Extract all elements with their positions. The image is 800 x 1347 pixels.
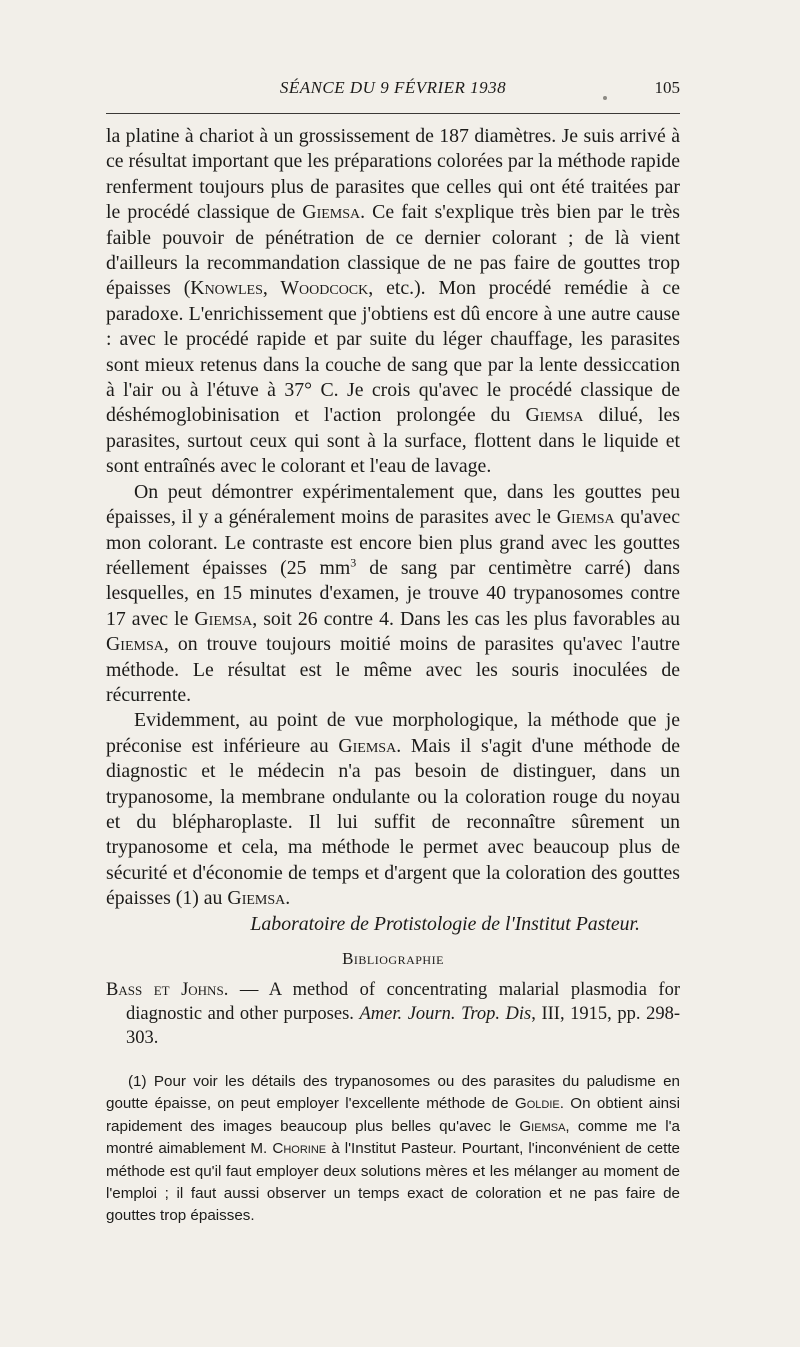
author-name: Giemsa xyxy=(338,734,397,757)
text-run: . Mais il s'agit d'une méthode de diagnostic et le médecin n'a pas besoin de distinguer, dans un trypanosome, la membrane ondulante ou la coloration rouge du noyau et du blépharoplaste. Il lui suffit de reconnaître sûrement un trypanosome et cela, ma méthode le permet avec beaucoup plus de sécurité et d'économie de temps et d'argent que la coloration des gouttes épaisses (1) au xyxy=(106,734,680,910)
author-name: Giemsa xyxy=(106,633,164,656)
author-name: Giemsa xyxy=(525,404,584,427)
bibliography-entry xyxy=(106,978,680,1050)
text-run: qu'avec mon colorant. Le contraste est encore bien plus grand avec les gouttes réellement épaisses (25 mm xyxy=(106,506,680,579)
text-run: dilué, les parasites, surtout ceux qui sont à la surface, flottent dans le liquide et sont entraînés avec le colorant et l'eau de lavage. xyxy=(106,404,680,478)
journal-name: Amer. Journ. Trop. Dis xyxy=(359,1004,532,1025)
page-number: 105 xyxy=(654,78,680,97)
text-run: . On obtient ainsi rapidement des images beaucoup plus belles qu'avec le xyxy=(106,1095,680,1135)
author-name: Chorine xyxy=(272,1140,327,1158)
author-name: Bass et Johns xyxy=(106,980,224,1001)
text-run: , comme me l'a montré aimablement M. xyxy=(106,1117,680,1158)
text-run: de sang par centimètre carré) dans lesquelles, en 15 minutes d'examen, je trouve 40 trypanosomes contre 17 avec le xyxy=(106,556,680,630)
author-name: Goldie xyxy=(514,1095,560,1113)
page-header xyxy=(106,78,680,104)
author-name: Giemsa xyxy=(194,607,253,630)
paragraph-1 xyxy=(106,124,680,480)
text-run: . xyxy=(285,887,291,910)
text-run: . — A method of concentrating malarial plasmodia for diagnostic and other purposes. xyxy=(126,980,680,1025)
text-run: On peut démontrer expérimentalement que, dans les gouttes peu épaisses, il y a généralement moins de parasites avec le xyxy=(106,480,680,529)
text-run: , III, 1915, pp. 298-303. xyxy=(126,1004,680,1049)
text-run: Evidemment, au point de vue morphologique, la méthode que je préconise est inférieure au xyxy=(106,709,680,757)
running-title: SÉANCE DU 9 FÉVRIER 1938 xyxy=(279,78,507,97)
bibliography-title: Bibliographie xyxy=(342,949,444,968)
footnote xyxy=(106,1071,680,1228)
text-run: , etc.). Mon procédé remédie à ce paradoxe. L'enrichissement que j'obtiens est dû encore à une autre cause : avec le procédé rapide et par suite du léger chauffage, les parasites sont mieux retenus dans la couche de sang que par la lente dessiccation à l'air ou à l'étuve à 37° C. Je crois qu'avec le procédé classique de déshémoglobinisation et l'action prolongée du xyxy=(106,277,680,427)
text-run: à l'Institut Pasteur. Pourtant, l'inconvénient de cette méthode est qu'il faut employer deux solutions mères et les mélanger au moment de l'emploi ; il faut aussi observer un temps exact de coloration et ne pas faire de gouttes trop épaisses. xyxy=(106,1140,681,1225)
author-name: Giemsa xyxy=(227,887,286,910)
paragraph-2 xyxy=(106,480,680,709)
text-run: . Ce fait s'explique très bien par le très faible pouvoir de pénétration de ce dernier colorant ; de là vient d'ailleurs la recommandation classique de ne pas faire de gouttes trop épaisses ( xyxy=(106,201,680,300)
author-name: Giemsa xyxy=(302,201,361,224)
author-name: Giemsa xyxy=(556,506,615,529)
text-run: la platine à chariot à un grossissement de 187 diamètres. Je suis arrivé à ce résultat important que les préparations colorées par la méthode rapide renferment toujours plus de parasites que celles qui ont été traitées par le procédé classique de xyxy=(106,125,680,224)
header-rule xyxy=(106,113,680,114)
main-text xyxy=(106,124,680,1050)
text-run: , soit 26 contre 4. Dans les cas les plus favorables au xyxy=(252,607,680,630)
author-name: Giemsa xyxy=(519,1117,566,1135)
print-speck xyxy=(603,96,607,100)
author-name: Knowles, Woodcock xyxy=(190,277,369,300)
superscript: 3 xyxy=(350,555,357,570)
paragraph-3 xyxy=(106,708,680,911)
laboratory-line: Laboratoire de Protistologie de l'Institut Pasteur. xyxy=(250,912,640,935)
text-run: (1) Pour voir les détails des trypanosomes ou des parasites du paludisme en goutte épaisse, on peut employer l'excellente méthode de xyxy=(106,1073,680,1113)
text-run: , on trouve toujours moitié moins de parasites qu'avec l'autre méthode. Le résultat est le même avec les souris inoculées de récurrente. xyxy=(106,633,680,706)
